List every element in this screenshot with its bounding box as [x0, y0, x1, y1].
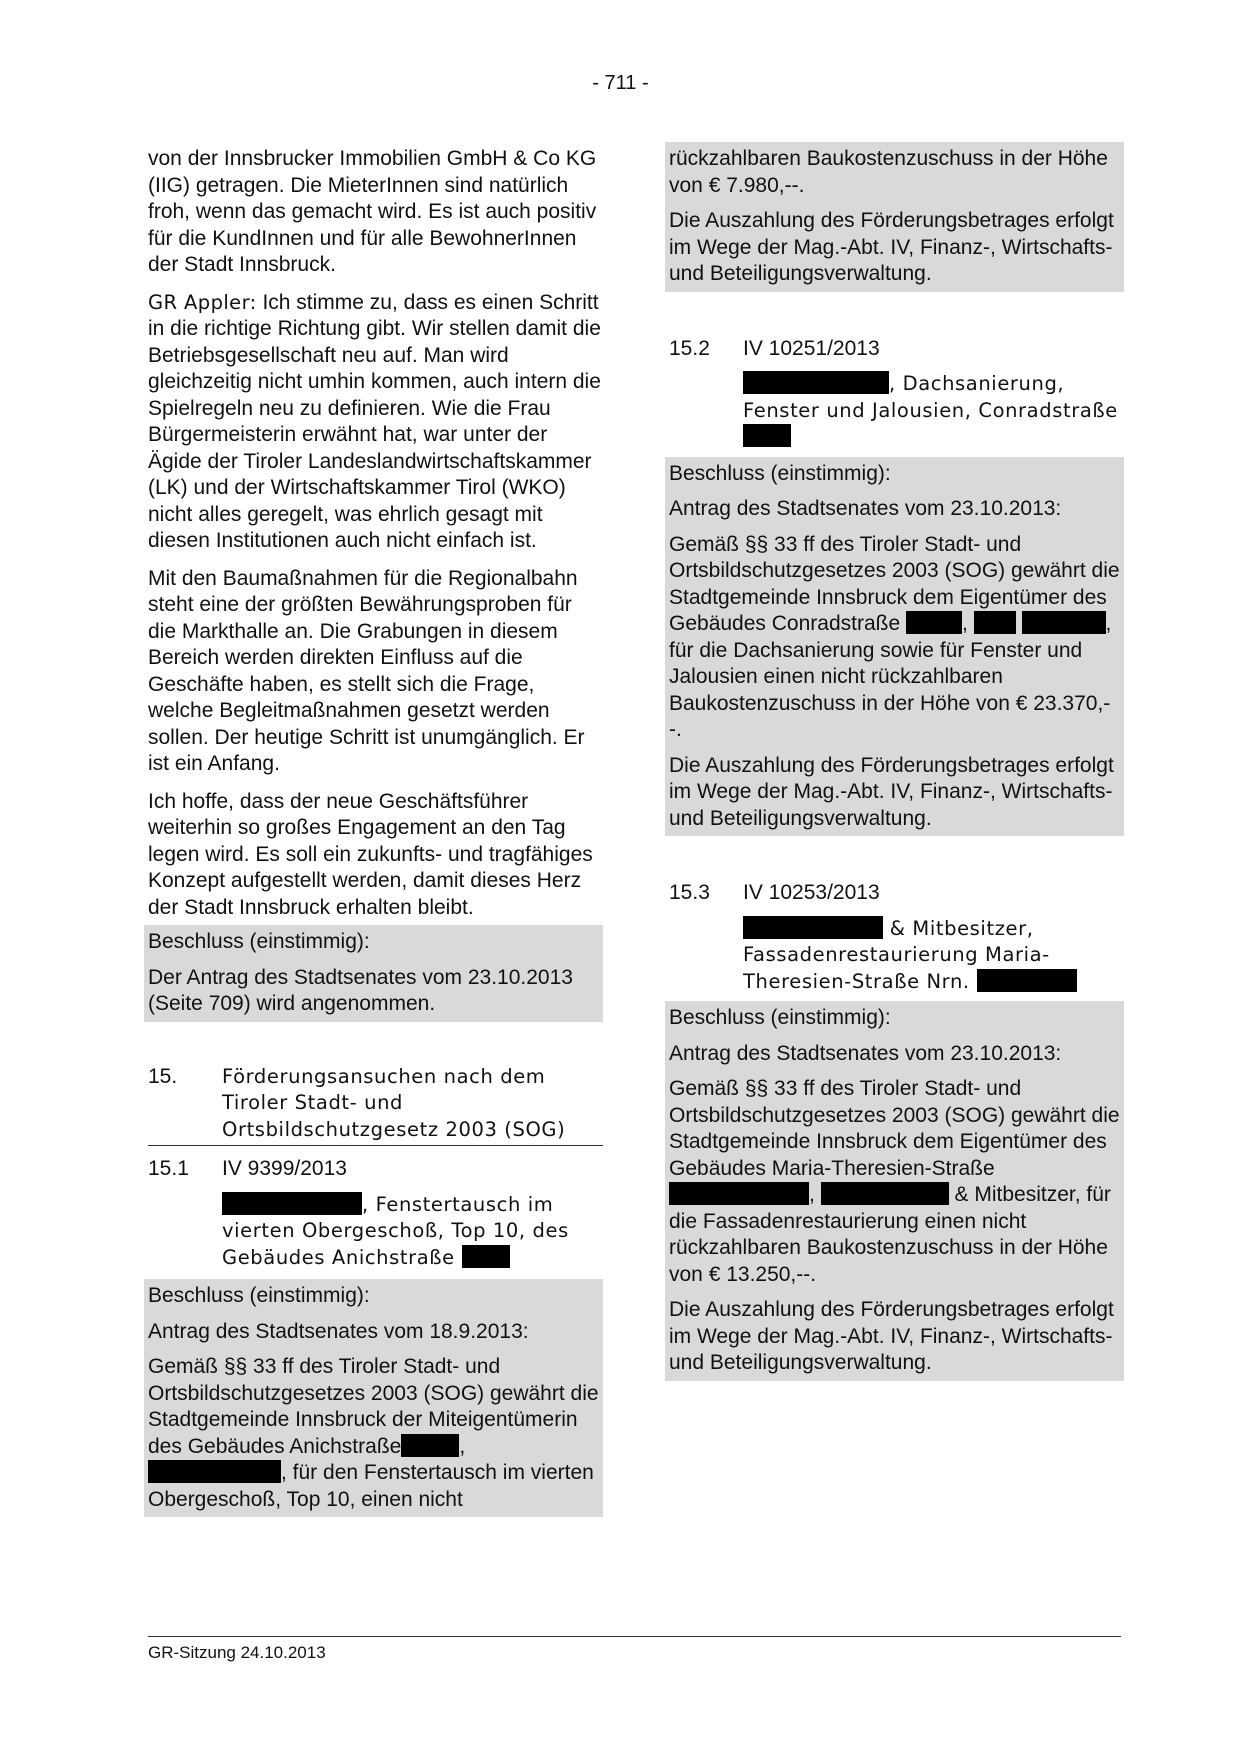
section-15-1-description	[148, 1192, 603, 1272]
section-reference: IV 10251/2013	[743, 336, 880, 360]
paragraph-appler	[148, 290, 603, 555]
section-15-1-heading	[148, 1156, 603, 1183]
decision-box-2	[144, 1279, 603, 1517]
description-text: & Mitbesitzer, Fassadenrestaurierung Maria-Theresien-Straße Nrn.	[743, 916, 1050, 993]
redacted-block	[906, 611, 962, 634]
decision-label: Beschluss (einstimmig):	[148, 930, 370, 953]
redacted-block	[669, 1182, 809, 1205]
redacted-block	[401, 1434, 459, 1457]
redacted-block	[743, 424, 791, 447]
page-number: - 711 -	[592, 72, 649, 94]
section-number: 15.3	[669, 881, 710, 904]
grant-text: Gemäß §§ 33 ff des Tiroler Stadt- und Ortsbildschutzgesetzes 2003 (SOG) gewährt die Stadtgemeinde Innsbruck dem Eigentümer des Gebäudes Conradstraße , , für die Dachsanierung sowie für Fenster und Jalousien einen nicht rückzahlbaren Baukostenzuschuss in der Höhe von € 23.370,--.	[669, 532, 1120, 741]
speaker-text: Ich stimme zu, dass es einen Schritt in die richtige Richtung gibt. Wir stellen damit die Betriebsgesellschaft neu auf. Man wird gleichzeitig nicht umhin kommen, auch intern die Spielregeln neu zu definieren. Wie die Frau Bürgermeisterin erwähnt hat, war unter der Ägide der Tiroler Landeslandwirtschaftskammer (LK) und der Wirtschaftskammer Tirol (WKO) nicht alles geregelt, was ehrlich gesagt mit diesen Institutionen auch nicht einfach ist.	[148, 290, 601, 552]
section-15-2-description	[669, 371, 1124, 451]
description-text: , Dachsanierung, Fenster und Jalousien, Conradstraße	[743, 372, 1118, 422]
payout-note: Die Auszahlung des Förderungsbetrages erfolgt im Wege der Mag.-Abt. IV, Finanz-, Wirtschafts- und Beteiligungsverwaltung.	[669, 1298, 1114, 1374]
redacted-block	[743, 916, 883, 939]
redacted-block	[148, 1460, 281, 1483]
decision-box-4	[665, 1001, 1124, 1381]
section-number: 15.	[148, 1064, 178, 1088]
grant-continuation: rückzahlbaren Baukostenzuschuss in der Höhe von € 7.980,--.	[669, 147, 1108, 197]
grant-text: Gemäß §§ 33 ff des Tiroler Stadt- und Ortsbildschutzgesetzes 2003 (SOG) gewährt die Stadtgemeinde Innsbruck der Miteigentümerin des Gebäudes Anichstraße , , für den Fenstertausch im vierten Obergeschoß, Top 10, einen nicht	[148, 1355, 599, 1511]
section-reference: IV 9399/2013	[222, 1157, 347, 1180]
decision-label: Beschluss (einstimmig):	[669, 461, 891, 485]
redacted-block	[977, 969, 1077, 992]
redacted-block	[743, 371, 889, 394]
section-15-3-heading	[669, 880, 1124, 907]
redacted-block	[821, 1182, 949, 1205]
motion-date: Antrag des Stadtsenates vom 23.10.2013:	[669, 1041, 1062, 1065]
paragraph-regionalbahn: Mit den Baumaßnahmen für die Regionalbahn steht eine der größten Bewährungsproben für die Markthalle an. Die Grabungen in diesem Bereich werden direkten Einfluss auf die Geschäfte haben, es stellt sich die Frage, welche Begleitmaßnahmen gesetzt werden sollen. Der heutige Schritt ist unumgänglich. Er ist ein Anfang.	[148, 566, 585, 775]
footer-divider	[148, 1636, 1121, 1637]
section-15-3-description	[669, 916, 1124, 996]
decision-text: Der Antrag des Stadtsenates vom 23.10.2013 (Seite 709) wird angenommen.	[148, 965, 573, 1015]
section-reference: IV 10253/2013	[743, 881, 880, 904]
redacted-block	[462, 1245, 510, 1268]
motion-date: Antrag des Stadtsenates vom 18.9.2013:	[148, 1319, 529, 1343]
payout-note: Die Auszahlung des Förderungsbetrages erfolgt im Wege der Mag.-Abt. IV, Finanz-, Wirtschafts- und Beteiligungsverwaltung.	[669, 753, 1114, 830]
section-15-2-heading	[669, 336, 1124, 363]
decision-label: Beschluss (einstimmig):	[148, 1284, 370, 1307]
left-column	[148, 146, 603, 1517]
right-column	[669, 146, 1124, 1381]
decision-box-continued	[665, 142, 1124, 292]
grant-text: Gemäß §§ 33 ff des Tiroler Stadt- und Ortsbildschutzgesetzes 2003 (SOG) gewährt die Stadtgemeinde Innsbruck dem Eigentümer des Gebäudes Maria-Theresien-Straße , & Mitbesitzer, für die Fassadenrestaurierung einen nicht rückzahlbaren Baukostenzuschuss in der Höhe von € 13.250,--.	[669, 1077, 1120, 1286]
footer-session-date: GR-Sitzung 24.10.2013	[148, 1643, 326, 1662]
decision-box-3	[665, 457, 1124, 837]
paragraph-iig: von der Innsbrucker Immobilien GmbH & Co KG (IIG) getragen. Die MieterInnen sind natürlich froh, wenn das gemacht wird. Es ist auch positiv für die KundInnen und für alle BewohnerInnen der Stadt Innsbruck.	[148, 147, 597, 276]
redacted-block	[974, 611, 1016, 634]
decision-label: Beschluss (einstimmig):	[669, 1006, 891, 1029]
decision-box-1	[144, 925, 603, 1022]
section-15-heading	[148, 1064, 603, 1147]
section-number: 15.2	[669, 336, 710, 360]
motion-date: Antrag des Stadtsenates vom 23.10.2013:	[669, 497, 1062, 520]
redacted-block	[1022, 611, 1106, 634]
payout-note: Die Auszahlung des Förderungsbetrages erfolgt im Wege der Mag.-Abt. IV, Finanz-, Wirtschafts- und Beteiligungsverwaltung.	[669, 209, 1114, 285]
description-text: , Fenstertausch im vierten Obergeschoß, Top 10, des Gebäudes Anichstraße	[222, 1192, 569, 1269]
redacted-block	[222, 1192, 362, 1215]
paragraph-geschaeftsfuehrer: Ich hoffe, dass der neue Geschäftsführer weiterhin so großes Engagement an den Tag legen wird. Es soll ein zukunfts- und tragfähiges Konzept aufgestellt werden, damit dieses Herz der Stadt Innsbruck erhalten bleibt.	[148, 789, 593, 919]
section-number: 15.1	[148, 1157, 189, 1180]
section-title: Förderungsansuchen nach dem Tiroler Stadt- und Ortsbildschutzgesetz 2003 (SOG)	[222, 1064, 566, 1141]
speaker-name: GR Appler:	[148, 290, 257, 314]
